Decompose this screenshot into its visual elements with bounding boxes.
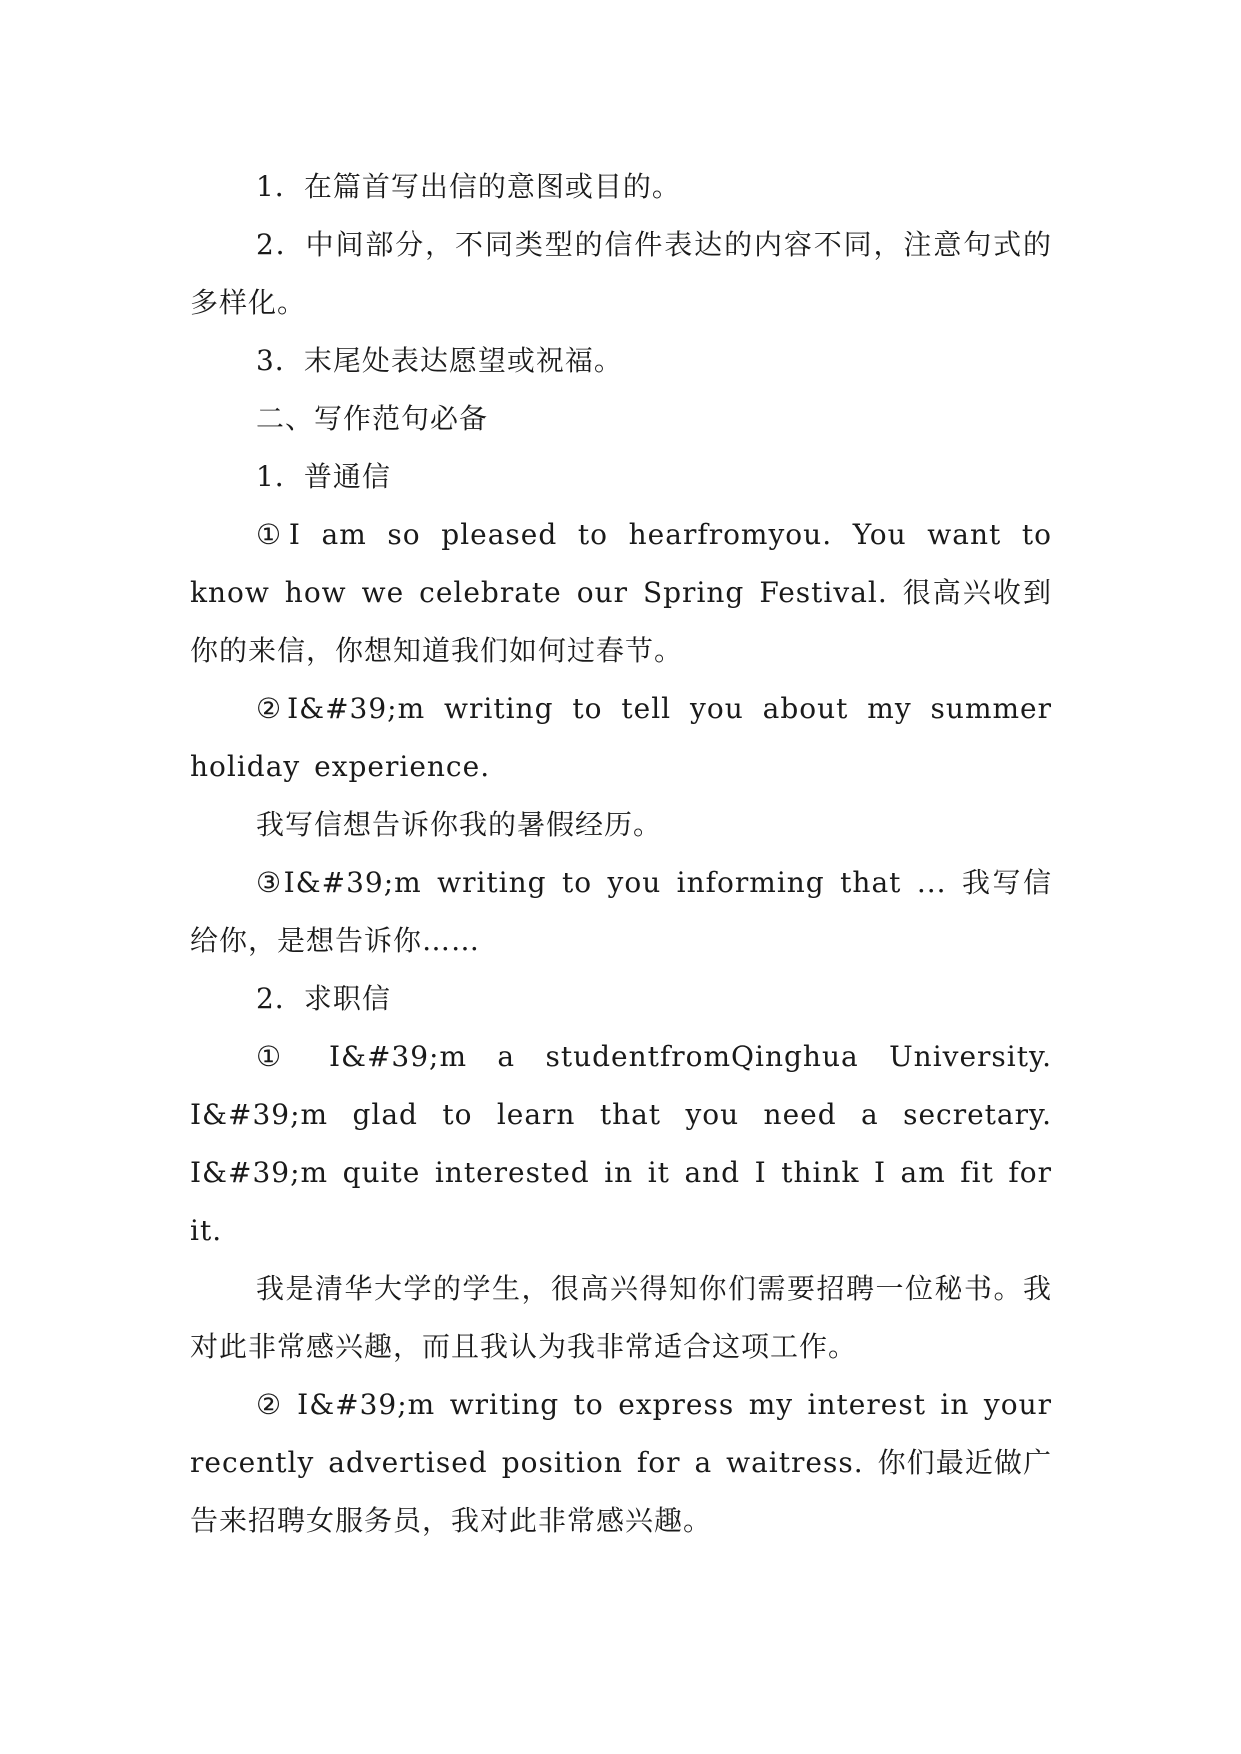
list-item-middle: 2．中间部分，不同类型的信件表达的内容不同，注意句式的多样化。 [190, 228, 1052, 319]
subheading-job-letter: 2．求职信 [256, 982, 391, 1015]
subheading-ordinary-letter: 1．普通信 [256, 460, 391, 493]
example-sentence: ③I&#39;m writing to you informing that ... 我写信给你，是想告诉你…… [190, 866, 1052, 957]
list-item-ending: 3．末尾处表达愿望或祝福。 [256, 344, 623, 377]
example-sentence: ②I&#39;m writing to tell you about my summer holiday experience. [190, 692, 1052, 783]
example-sentence: ①I am so pleased to hearfromyou. You want to know how we celebrate our Spring Festival. 很高兴收到你的来信，你想知道我们如何过春节。 [190, 518, 1052, 667]
section-heading: 二、写作范句必备 [256, 402, 489, 435]
document-body [190, 158, 1052, 1550]
example-sentence: ① I&#39;m a studentfromQinghua University. I&#39;m glad to learn that you need a secretary. I&#39;m quite interested in it and I think I am fit for it. [190, 1040, 1052, 1247]
example-sentence: ② I&#39;m writing to express my interest in your recently advertised position for a waitress. 你们最近做广告来招聘女服务员，我对此非常感兴趣。 [190, 1388, 1052, 1537]
list-item-purpose: 1．在篇首写出信的意图或目的。 [256, 170, 681, 203]
example-translation: 我是清华大学的学生，很高兴得知你们需要招聘一位秘书。我对此非常感兴趣，而且我认为我非常适合这项工作。 [190, 1272, 1052, 1363]
example-translation: 我写信想告诉你我的暑假经历。 [256, 808, 663, 841]
